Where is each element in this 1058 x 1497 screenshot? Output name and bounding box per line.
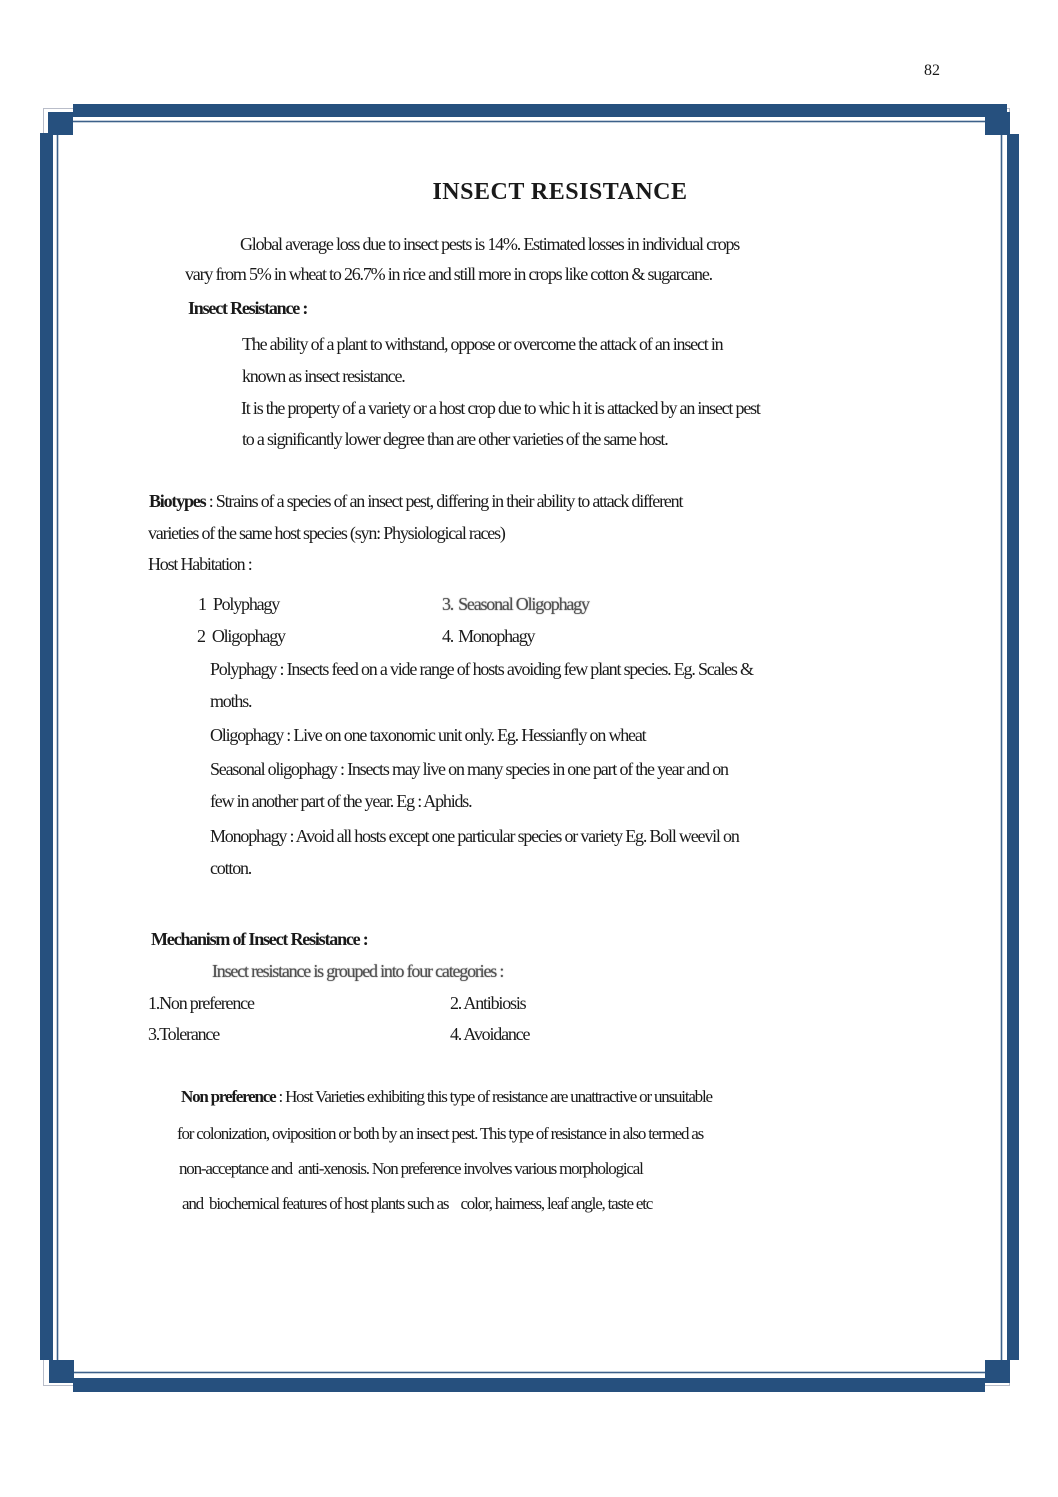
list-item-label: Polyphagy — [212, 594, 280, 614]
text-line: to a significantly lower degree than are other varieties of the same host. — [242, 429, 668, 449]
page-number: 82 — [924, 62, 940, 79]
list-item-label: Monophagy — [458, 626, 535, 646]
text-line: The ability of a plant to withstand, oppose or overcome the attack of an insect in — [242, 334, 723, 354]
page-title: INSECT RESISTANCE — [432, 179, 688, 205]
list-item — [198, 593, 279, 615]
list-item-number: 3. — [442, 594, 454, 614]
non-preference-text: : Host Varieties exhibiting this type of resistance are unattractive or unsuitable — [275, 1087, 712, 1106]
non-preference-line: non-acceptance and anti-xenosis. Non preference involves various morphological — [179, 1159, 643, 1178]
non-preference-line: for colonization, oviposition or both by an insect pest. This type of resistance in also termed as — [177, 1124, 704, 1143]
section-heading-mechanism: Mechanism of Insect Resistance : — [151, 929, 368, 949]
non-preference-line — [181, 1086, 712, 1108]
biotypes-label: Biotypes — [149, 491, 206, 511]
definition-line: few in another part of the year. Eg : Aphids. — [210, 791, 472, 811]
list-item-number: 2 — [197, 626, 205, 646]
section-heading-host-habitation: Host Habitation : — [148, 554, 252, 574]
intro-line: vary from 5% in wheat to 26.7% in rice and still more in crops like cotton & sugarcane. — [185, 264, 712, 284]
list-item-label: Oligophagy — [211, 626, 285, 646]
definition-line: moths. — [210, 691, 252, 711]
definition-line: Monophagy : Avoid all hosts except one particular species or variety Eg. Boll weevil on — [210, 826, 739, 846]
list-item-number: 1 — [198, 594, 206, 614]
list-item-label: Seasonal Oligophagy — [458, 594, 589, 614]
mechanism-intro: Insect resistance is grouped into four categories : — [212, 961, 504, 981]
non-preference-line: and biochemical features of host plants such as color, hairness, leaf angle, taste etc — [182, 1194, 653, 1213]
biotypes-line — [149, 490, 682, 512]
list-item-number: 4. — [442, 626, 454, 646]
definition-line: Polyphagy : Insects feed on a vide range of hosts avoiding few plant species. Eg. Scales & — [210, 659, 753, 679]
definition-line: Seasonal oligophagy : Insects may live on many species in one part of the year and on — [210, 759, 728, 779]
biotypes-line: varieties of the same host species (syn: Physiological races) — [148, 523, 505, 543]
definition-line: Oligophagy : Live on one taxonomic unit only. Eg. Hessianfly on wheat — [210, 725, 646, 745]
list-item — [197, 625, 285, 647]
non-preference-label: Non preference — [181, 1087, 276, 1106]
definition-line: cotton. — [210, 858, 252, 878]
list-item — [442, 625, 534, 647]
list-item — [442, 593, 589, 615]
list-item: 1.Non preference — [148, 993, 254, 1013]
text-line: It is the property of a variety or a host crop due to whic h it is attacked by an insect pest — [241, 398, 760, 418]
biotypes-text: : Strains of a species of an insect pest, differing in their ability to attack different — [205, 491, 683, 511]
section-heading-insect-resistance: Insect Resistance : — [188, 298, 308, 318]
list-item: 4. Avoidance — [450, 1024, 530, 1044]
intro-line: Global average loss due to insect pests is 14%. Estimated losses in individual crops — [240, 234, 740, 254]
list-item: 3.Tolerance — [148, 1024, 219, 1044]
text-line: known as insect resistance. — [242, 366, 405, 386]
list-item: 2. Antibiosis — [450, 993, 526, 1013]
